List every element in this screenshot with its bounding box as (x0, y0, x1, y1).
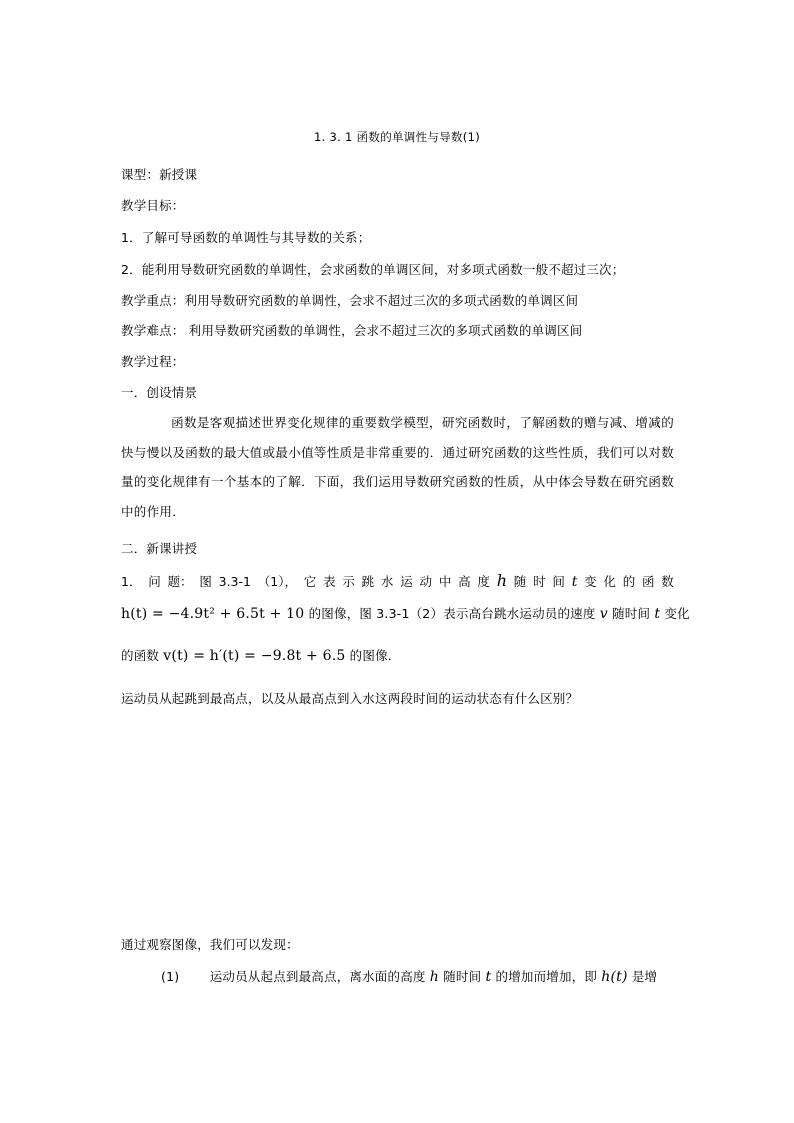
var-h: h (429, 969, 439, 985)
char: 函 (642, 574, 655, 589)
formula-v: v(t) = h′(t) = −9.8t + 6.5 (163, 648, 346, 664)
char: 图 (199, 574, 212, 589)
formula-ht: h(t) (601, 969, 628, 985)
char: 它 (303, 574, 317, 589)
lesson-type: 课型：新授课 (121, 167, 198, 182)
intro-text: 函数是客观描述世界变化规律的重要数学模型，研究函数时，了解函数的赠与减、增减的快与慢以及函数的最大值或最小值等性质是非常重要的．通过研究函数的这些性质，我们可以对数量的变化规律有一个基本的了解．下面，我们运用导数研究函数的性质，从中体会导数在研究函数中的作用． (121, 415, 674, 519)
problem-text-2b: 随时间 (612, 606, 651, 621)
question: 运动员从起跳到最高点，以及从最高点到入水这两段时间的运动状态有什么区别？ (121, 691, 579, 706)
problem-text-3a: 的函数 (121, 648, 160, 663)
char: 示 (342, 574, 355, 589)
var-v: v (599, 606, 608, 622)
difficult-point: 教学难点： 利用导数研究函数的单调性，会求不超过三次的多项式函数的单调区间 (121, 323, 583, 338)
section-1-heading: 一．创设情景 (121, 385, 198, 400)
char: 化 (603, 574, 616, 589)
char: 表 (323, 574, 336, 589)
char: 中 (438, 574, 452, 589)
observation-text-c: 的增加而增加，即 (495, 969, 598, 984)
observe-intro: 通过观察图像，我们可以发现： (121, 937, 299, 952)
intro-paragraph (121, 408, 674, 526)
var-h: h (496, 571, 508, 590)
problem-text-3b: 的图像． (349, 648, 401, 663)
char: 动 (419, 574, 433, 589)
problem-text-2: 的图像，图 3.3-1（2）表示高台跳水运动员的速度 (308, 606, 596, 621)
observation-1 (161, 969, 657, 985)
problem-line-2 (121, 606, 690, 622)
char: 运 (400, 574, 413, 589)
formula-h: h(t) = −4.9t² + 6.5t + 10 (121, 606, 305, 622)
page-title: 1. 3. 1 函数的单调性与导数(1) (313, 130, 481, 144)
objective-1: 1．了解可导函数的单调性与其导数的关系； (121, 230, 371, 245)
char: 时 (533, 574, 546, 589)
observation-text-b: 随时间 (443, 969, 482, 984)
char: 间 (552, 574, 565, 589)
problem-line-1 (121, 573, 674, 590)
problem-num: 1． (121, 574, 142, 589)
section-2-heading: 二．新课讲授 (121, 541, 198, 556)
char: 问 (148, 574, 161, 589)
char: 高 (458, 574, 471, 589)
problem-text-2c: 变化 (664, 606, 690, 621)
char: 题： (167, 574, 193, 589)
var-t: t (571, 574, 578, 590)
char: 跳 (361, 574, 375, 589)
observation-text-a: 运动员从起点到最高点，离水面的高度 (209, 969, 426, 984)
observation-label: (1) (161, 969, 180, 984)
observation-text-d: 是增 (631, 969, 658, 984)
var-t: t (485, 969, 492, 985)
objectives-heading: 教学目标： (121, 198, 185, 213)
problem-line-3 (121, 648, 400, 664)
objective-2: 2．能利用导数研究函数的单调性，会求函数的单调区间，对多项式函数一般不超过三次； (121, 262, 625, 277)
char: 数 (661, 574, 674, 589)
char: 的 (622, 574, 636, 589)
char: 水 (380, 574, 394, 589)
char: 变 (584, 574, 597, 589)
process-heading: 教学过程： (121, 354, 185, 369)
key-point: 教学重点：利用导数研究函数的单调性，会求不超过三次的多项式函数的单调区间 (121, 293, 579, 308)
char: 度 (477, 574, 490, 589)
var-t: t (654, 606, 661, 622)
char: （1）， (257, 574, 297, 589)
figure-ref: 3.3-1 (218, 574, 251, 589)
char: 随 (513, 574, 527, 589)
